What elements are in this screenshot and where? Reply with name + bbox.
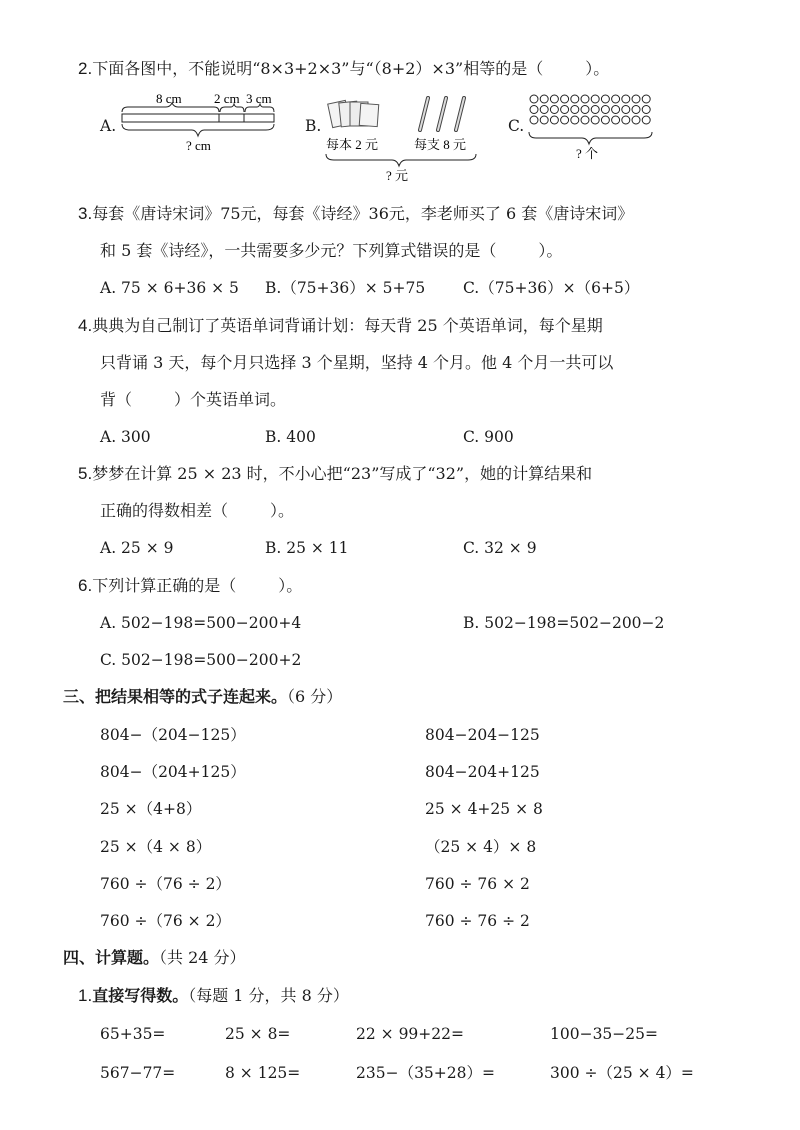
calc-1-4[interactable]: 100−35−25= — [550, 1025, 658, 1043]
section-4-score: （共 24 分） — [159, 948, 246, 967]
sec4-sub1-score: （每题 1 分，共 8 分） — [188, 986, 349, 1005]
q5-option-c: C. 32 × 9 — [463, 539, 537, 557]
match-left-6[interactable]: 760 ÷（76 × 2） — [100, 912, 231, 930]
q5-stem-line1 — [78, 463, 592, 485]
grid-circle — [571, 95, 579, 103]
grid-circle — [612, 95, 620, 103]
sec4-sub1-number: 1. — [78, 986, 93, 1005]
q3-option-c: C.（75+36）×（6+5） — [463, 279, 640, 297]
match-right-6[interactable]: 760 ÷ 76 ÷ 2 — [425, 912, 530, 930]
match-right-4[interactable]: （25 × 4）× 8 — [425, 838, 537, 856]
q2-option-c-diagram — [526, 92, 666, 164]
section-4-title: 四、计算题。 — [63, 948, 160, 967]
grid-circle — [601, 95, 609, 103]
grid-circle — [591, 116, 599, 124]
match-right-5[interactable]: 760 ÷ 76 × 2 — [425, 875, 530, 893]
q5-text-2-end: ）。 — [270, 501, 295, 520]
q5-option-b: B. 25 × 11 — [265, 539, 349, 557]
books-icon — [328, 100, 379, 127]
circle-grid — [530, 95, 650, 124]
q6-text-end: ）。 — [278, 576, 303, 595]
q2-number: 2. — [78, 59, 93, 78]
q2-option-b-diagram — [322, 92, 482, 184]
calc-2-4[interactable]: 300 ÷（25 × 4）= — [550, 1064, 694, 1082]
grid-circle — [622, 106, 630, 114]
pen-price-caption: 每支 8 元 — [414, 137, 467, 152]
grid-circle — [622, 95, 630, 103]
q2-option-a-diagram — [118, 90, 288, 160]
match-right-2[interactable]: 804−204+125 — [425, 763, 540, 781]
grid-circle — [581, 95, 589, 103]
grid-circle — [601, 116, 609, 124]
q6-option-a: A. 502−198=500−200+4 — [100, 614, 302, 632]
calc-1-3[interactable]: 22 × 99+22= — [356, 1025, 464, 1043]
grid-circle — [571, 106, 579, 114]
q4-option-a: A. 300 — [100, 428, 151, 446]
q2-text-end: ）。 — [585, 59, 610, 78]
bottom-brace-total — [122, 124, 274, 136]
grid-circle — [540, 95, 548, 103]
grid-circle — [601, 106, 609, 114]
grid-circle — [632, 116, 640, 124]
sec4-sub1-heading — [78, 985, 349, 1007]
grid-circle — [581, 116, 589, 124]
grid-circle — [612, 116, 620, 124]
grid-circle — [571, 116, 579, 124]
bottom-brace-yuan — [326, 154, 476, 166]
segment-label-3cm: 3 cm — [246, 91, 272, 106]
section-4-heading — [63, 947, 246, 969]
section-3-score: （6 分） — [287, 687, 343, 706]
segment-label-2cm: 2 cm — [214, 91, 240, 106]
q4-text-3: 背（ — [100, 390, 133, 409]
pens-icon — [420, 98, 464, 130]
q3-text-1: 每套《唐诗宋词》75元，每套《诗经》36元，李老师买了 6 套《唐诗宋词》 — [92, 204, 634, 223]
sec4-sub1-title: 直接写得数。 — [92, 986, 189, 1005]
q2-option-c-label: C. — [508, 117, 525, 135]
grid-circle — [540, 116, 548, 124]
grid-circle — [612, 106, 620, 114]
calc-2-2[interactable]: 8 × 125= — [225, 1064, 301, 1082]
q5-text-2: 正确的得数相差（ — [100, 501, 229, 520]
q2-option-a-label: A. — [100, 117, 117, 135]
q6-number: 6. — [78, 576, 93, 595]
q6-text: 下列计算正确的是（ — [92, 576, 237, 595]
grid-circle — [561, 106, 569, 114]
grid-circle — [581, 106, 589, 114]
grid-circle — [550, 106, 558, 114]
q3-stem-line2 — [100, 240, 562, 262]
section-3-heading — [63, 686, 342, 708]
segment-label-8cm: 8 cm — [156, 91, 182, 106]
q5-option-a: A. 25 × 9 — [100, 539, 174, 557]
grid-circle — [550, 95, 558, 103]
match-left-3[interactable]: 25 ×（4+8） — [100, 800, 202, 818]
q2-option-b-label: B. — [305, 117, 322, 135]
q6-stem — [78, 575, 302, 597]
q3-option-a: A. 75 × 6+36 × 5 — [100, 279, 239, 297]
match-right-1[interactable]: 804−204−125 — [425, 726, 540, 744]
match-left-4[interactable]: 25 ×（4 × 8） — [100, 838, 212, 856]
section-3-title: 三、把结果相等的式子连起来。 — [63, 687, 288, 706]
grid-circle — [642, 106, 650, 114]
q4-text-3-end: ）个英语单词。 — [174, 390, 287, 409]
match-left-5[interactable]: 760 ÷（76 ÷ 2） — [100, 875, 231, 893]
match-left-1[interactable]: 804−（204−125） — [100, 726, 246, 744]
q3-text-2: 和 5 套《诗经》，一共需要多少元？下列算式错误的是（ — [100, 241, 497, 260]
grid-circle — [642, 95, 650, 103]
q5-number: 5. — [78, 464, 93, 483]
grid-circle — [642, 116, 650, 124]
q2-stem — [78, 58, 609, 80]
total-label-cm: ? cm — [186, 138, 211, 153]
total-label-count: ? 个 — [576, 146, 599, 161]
book-price-caption: 每本 2 元 — [326, 137, 379, 152]
q6-option-b: B. 502−198=502−200−2 — [463, 614, 665, 632]
q4-stem-line2: 只背诵 3 天，每个月只选择 3 个星期，坚持 4 个月。他 4 个月一共可以 — [100, 353, 614, 372]
q4-text-1: 典典为自己制订了英语单词背诵计划：每天背 25 个英语单词，每个星期 — [92, 316, 603, 335]
q4-option-b: B. 400 — [265, 428, 316, 446]
grid-circle — [591, 95, 599, 103]
q2-text: 下面各图中，不能说明“8×3+2×3”与“（8+2）×3”相等的是（ — [92, 59, 544, 78]
total-label-yuan: ? 元 — [386, 168, 409, 183]
length-strip — [122, 114, 274, 122]
q3-number: 3. — [78, 204, 93, 223]
grid-circle — [622, 116, 630, 124]
grid-circle — [530, 95, 538, 103]
calc-2-1[interactable]: 567−77= — [100, 1064, 176, 1082]
q5-text-1: 梦梦在计算 25 × 23 时，不小心把“23”写成了“32”，她的计算结果和 — [92, 464, 593, 483]
q4-stem-line1 — [78, 315, 603, 337]
grid-circle — [530, 106, 538, 114]
grid-circle — [591, 106, 599, 114]
grid-circle — [561, 95, 569, 103]
match-left-2[interactable]: 804−（204+125） — [100, 763, 246, 781]
q3-stem-line1 — [78, 203, 633, 225]
calc-1-1[interactable]: 65+35= — [100, 1025, 166, 1043]
grid-circle — [632, 106, 640, 114]
q4-stem-line3 — [100, 389, 286, 411]
q6-option-c: C. 502−198=500−200+2 — [100, 651, 302, 669]
grid-circle — [530, 116, 538, 124]
q4-option-c: C. 900 — [463, 428, 514, 446]
grid-circle — [632, 95, 640, 103]
grid-circle — [561, 116, 569, 124]
q3-text-2-end: ）。 — [538, 241, 563, 260]
q3-option-b: B.（75+36）× 5+75 — [265, 279, 426, 297]
grid-circle — [540, 106, 548, 114]
q5-stem-line2 — [100, 500, 294, 522]
calc-1-2[interactable]: 25 × 8= — [225, 1025, 291, 1043]
calc-2-3[interactable]: 235−（35+28）= — [356, 1064, 495, 1082]
bottom-brace-count — [529, 132, 652, 144]
q4-number: 4. — [78, 316, 93, 335]
match-right-3[interactable]: 25 × 4+25 × 8 — [425, 800, 543, 818]
grid-circle — [550, 116, 558, 124]
